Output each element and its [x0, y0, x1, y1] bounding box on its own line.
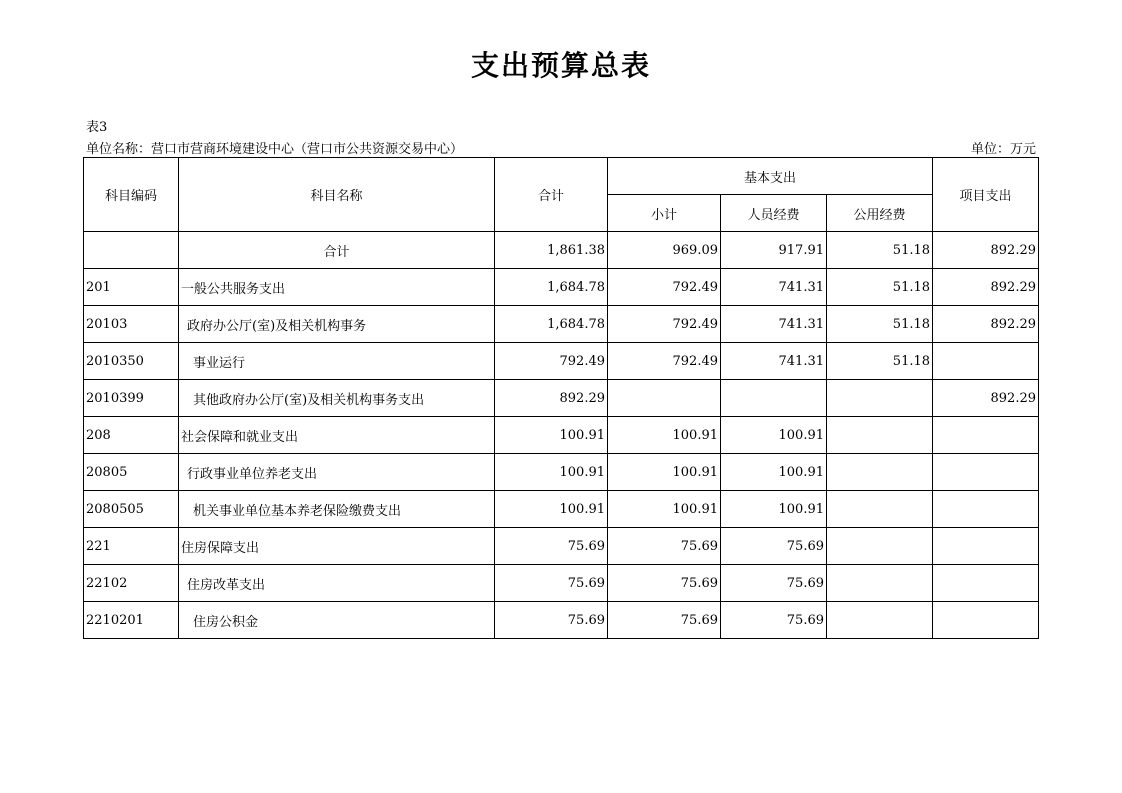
unit-label: 单位：万元	[970, 142, 1036, 157]
header-public: 公用经费	[827, 195, 933, 232]
personnel-cell: 75.69	[721, 602, 827, 639]
table-row	[84, 454, 1039, 491]
project-cell	[933, 491, 1039, 528]
personnel-cell: 100.91	[721, 454, 827, 491]
subtotal-cell: 792.49	[608, 343, 721, 380]
total-cell: 75.69	[495, 565, 608, 602]
code-cell	[84, 232, 179, 269]
total-cell: 100.91	[495, 417, 608, 454]
total-cell: 792.49	[495, 343, 608, 380]
code-cell: 20103	[84, 306, 179, 343]
header-personnel: 人员经费	[721, 195, 827, 232]
name-cell: 住房公积金	[179, 602, 495, 639]
personnel-cell: 917.91	[721, 232, 827, 269]
public-cell: 51.18	[827, 232, 933, 269]
table-row	[84, 343, 1039, 380]
public-cell: 51.18	[827, 269, 933, 306]
public-cell	[827, 380, 933, 417]
name-cell: 合计	[179, 232, 495, 269]
header-name: 科目名称	[179, 158, 495, 232]
code-cell: 2010350	[84, 343, 179, 380]
public-cell	[827, 417, 933, 454]
total-cell: 75.69	[495, 602, 608, 639]
public-cell: 51.18	[827, 343, 933, 380]
public-cell: 51.18	[827, 306, 933, 343]
project-cell: 892.29	[933, 380, 1039, 417]
total-cell: 100.91	[495, 491, 608, 528]
personnel-cell: 100.91	[721, 491, 827, 528]
name-cell: 事业运行	[179, 343, 495, 380]
code-cell: 2210201	[84, 602, 179, 639]
project-cell	[933, 565, 1039, 602]
personnel-cell: 75.69	[721, 528, 827, 565]
name-cell: 住房改革支出	[179, 565, 495, 602]
table-row	[84, 528, 1039, 565]
header-total: 合计	[495, 158, 608, 232]
personnel-cell: 741.31	[721, 343, 827, 380]
project-cell	[933, 454, 1039, 491]
table-row	[84, 269, 1039, 306]
personnel-cell: 100.91	[721, 417, 827, 454]
name-cell: 社会保障和就业支出	[179, 417, 495, 454]
code-cell: 208	[84, 417, 179, 454]
table-row	[84, 380, 1039, 417]
total-cell: 1,684.78	[495, 306, 608, 343]
total-cell: 892.29	[495, 380, 608, 417]
public-cell	[827, 528, 933, 565]
table-row	[84, 306, 1039, 343]
name-cell: 其他政府办公厅(室)及相关机构事务支出	[179, 380, 495, 417]
header-code: 科目编码	[84, 158, 179, 232]
code-cell: 20805	[84, 454, 179, 491]
project-cell: 892.29	[933, 306, 1039, 343]
project-cell	[933, 417, 1039, 454]
project-cell: 892.29	[933, 232, 1039, 269]
subtotal-cell	[608, 380, 721, 417]
table-row	[84, 491, 1039, 528]
table-row	[84, 417, 1039, 454]
subtotal-cell: 100.91	[608, 491, 721, 528]
table-number: 表3	[86, 120, 108, 135]
public-cell	[827, 491, 933, 528]
name-cell: 政府办公厅(室)及相关机构事务	[179, 306, 495, 343]
table-row	[84, 232, 1039, 269]
name-cell: 行政事业单位养老支出	[179, 454, 495, 491]
name-cell: 机关事业单位基本养老保险缴费支出	[179, 491, 495, 528]
code-cell: 2010399	[84, 380, 179, 417]
code-cell: 201	[84, 269, 179, 306]
subtotal-cell: 100.91	[608, 454, 721, 491]
code-cell: 221	[84, 528, 179, 565]
project-cell: 892.29	[933, 269, 1039, 306]
subtotal-cell: 75.69	[608, 602, 721, 639]
unit-name: 单位名称：营口市营商环境建设中心（营口市公共资源交易中心）	[86, 142, 464, 157]
total-cell: 1,684.78	[495, 269, 608, 306]
subtotal-cell: 75.69	[608, 565, 721, 602]
subtotal-cell: 792.49	[608, 269, 721, 306]
name-cell: 一般公共服务支出	[179, 269, 495, 306]
public-cell	[827, 602, 933, 639]
project-cell	[933, 528, 1039, 565]
header-project: 项目支出	[933, 158, 1039, 232]
personnel-cell: 75.69	[721, 565, 827, 602]
personnel-cell	[721, 380, 827, 417]
total-cell: 75.69	[495, 528, 608, 565]
table-row	[84, 602, 1039, 639]
public-cell	[827, 565, 933, 602]
page-title: 支出预算总表	[470, 49, 651, 82]
subtotal-cell: 792.49	[608, 306, 721, 343]
total-cell: 100.91	[495, 454, 608, 491]
header-basic: 基本支出	[608, 158, 933, 195]
project-cell	[933, 343, 1039, 380]
table-row	[84, 565, 1039, 602]
code-cell: 22102	[84, 565, 179, 602]
project-cell	[933, 602, 1039, 639]
total-cell: 1,861.38	[495, 232, 608, 269]
code-cell: 2080505	[84, 491, 179, 528]
subtotal-cell: 75.69	[608, 528, 721, 565]
subtotal-cell: 100.91	[608, 417, 721, 454]
subtotal-cell: 969.09	[608, 232, 721, 269]
public-cell	[827, 454, 933, 491]
personnel-cell: 741.31	[721, 306, 827, 343]
header-subtotal: 小计	[608, 195, 721, 232]
name-cell: 住房保障支出	[179, 528, 495, 565]
personnel-cell: 741.31	[721, 269, 827, 306]
budget-table	[83, 157, 1039, 639]
